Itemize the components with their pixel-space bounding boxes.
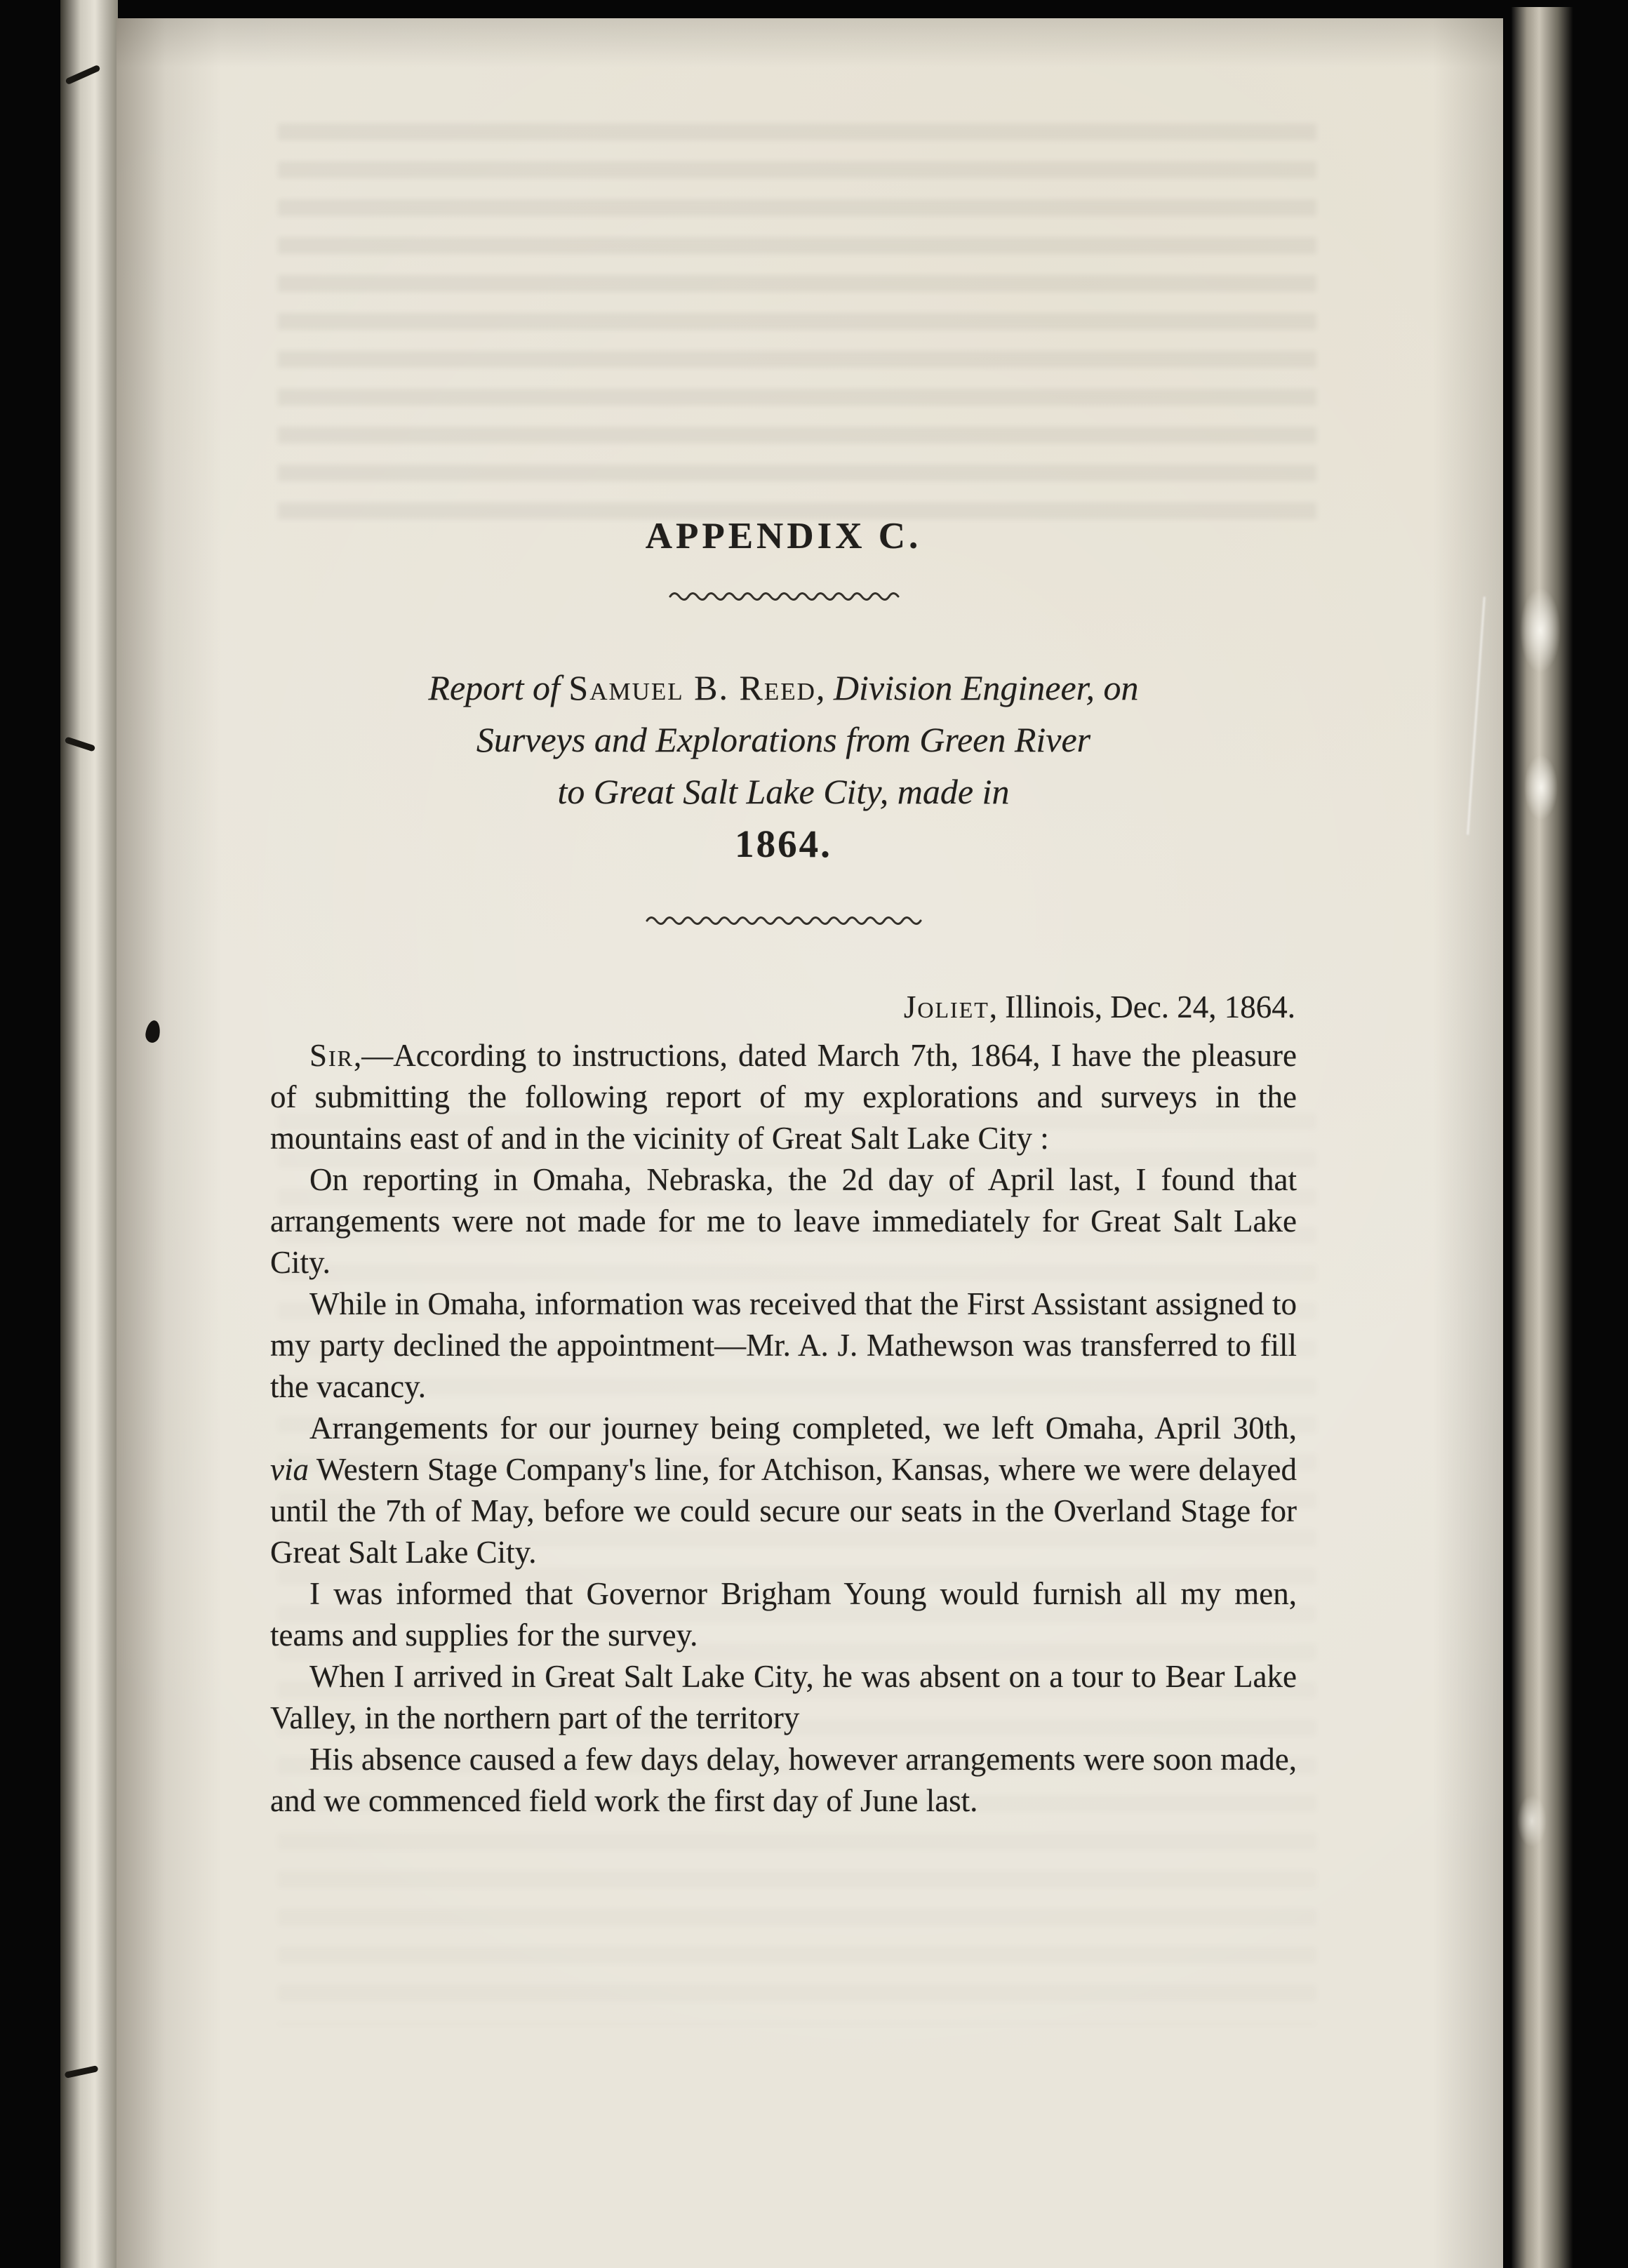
title-line-1-prefix: Report of xyxy=(428,668,569,707)
opposite-page-edge xyxy=(60,0,118,2268)
stitch-mark xyxy=(65,65,100,85)
title-line-2: Surveys and Explorations from Green River xyxy=(476,720,1091,759)
title-line-3: to Great Salt Lake City, made in xyxy=(557,772,1010,811)
squiggle-rule-bottom xyxy=(270,914,1297,926)
stitch-mark xyxy=(65,2065,99,2079)
page-content xyxy=(116,514,1503,1822)
paragraph-3: While in Omaha, information was received that the First Assistant assigned to my party declined the appointment—Mr. A. J. Mathewson was transferred to fill the vacancy. xyxy=(270,1286,1297,1404)
page-stack-edge xyxy=(1512,7,1573,2268)
paragraph-4-post: Western Stage Company's line, for Atchison, Kansas, where we were delayed until the 7th of May, before we could secure our seats in the Overland Stage for Great Salt Lake City. xyxy=(270,1452,1297,1570)
dateline-rest: , Illinois, Dec. 24, 1864. xyxy=(989,989,1295,1025)
title-line-1-suffix: , Division Engineer, on xyxy=(815,668,1139,707)
report-year: 1864. xyxy=(735,822,832,865)
paragraph-5: I was informed that Governor Brigham Young would furnish all my men, teams and supplies for the survey. xyxy=(270,1576,1297,1653)
paragraph-6: When I arrived in Great Salt Lake City, he was absent on a tour to Bear Lake Valley, in the northern part of the territory xyxy=(270,1659,1297,1735)
author-name: Samuel B. Reed xyxy=(568,668,816,707)
highlight-blob xyxy=(1517,1795,1547,1847)
paragraph-4-via: via xyxy=(270,1452,309,1487)
stitch-mark xyxy=(65,736,96,752)
squiggle-icon xyxy=(668,590,900,601)
dateline xyxy=(270,987,1297,1027)
highlight-blob xyxy=(1520,588,1561,672)
squiggle-rule-top xyxy=(270,590,1297,601)
squiggle-icon xyxy=(645,914,923,926)
dateline-place: Joliet xyxy=(903,989,989,1025)
appendix-heading: APPENDIX C. xyxy=(645,516,922,556)
title-line-1 xyxy=(270,662,1297,714)
paragraph-1-text: ,—According to instructions, dated March 7th, 1864, I have the pleasure of submitting the following report of my explorations and surveys in the mountains east of and in the vicinity of Great Salt Lake City : xyxy=(270,1038,1297,1156)
paragraph-2: On reporting in Omaha, Nebraska, the 2d day of April last, I found that arrangements were not made for me to leave immediately for Great Salt Lake City. xyxy=(270,1162,1297,1280)
body-text xyxy=(270,1035,1297,1822)
paragraph-1 xyxy=(270,1035,1297,1159)
bleedthrough-ghost xyxy=(278,124,1316,538)
book-page xyxy=(116,18,1503,2268)
paragraph-4 xyxy=(270,1408,1297,1573)
paragraph-4-pre: Arrangements for our journey being completed, we left Omaha, April 30th, xyxy=(309,1410,1297,1446)
paragraph-1-lead: Sir xyxy=(309,1038,354,1073)
report-title xyxy=(270,662,1297,871)
highlight-blob xyxy=(1524,755,1558,820)
paragraph-7: His absence caused a few days delay, however arrangements were soon made, and we commenced field work the first day of June last. xyxy=(270,1742,1297,1818)
